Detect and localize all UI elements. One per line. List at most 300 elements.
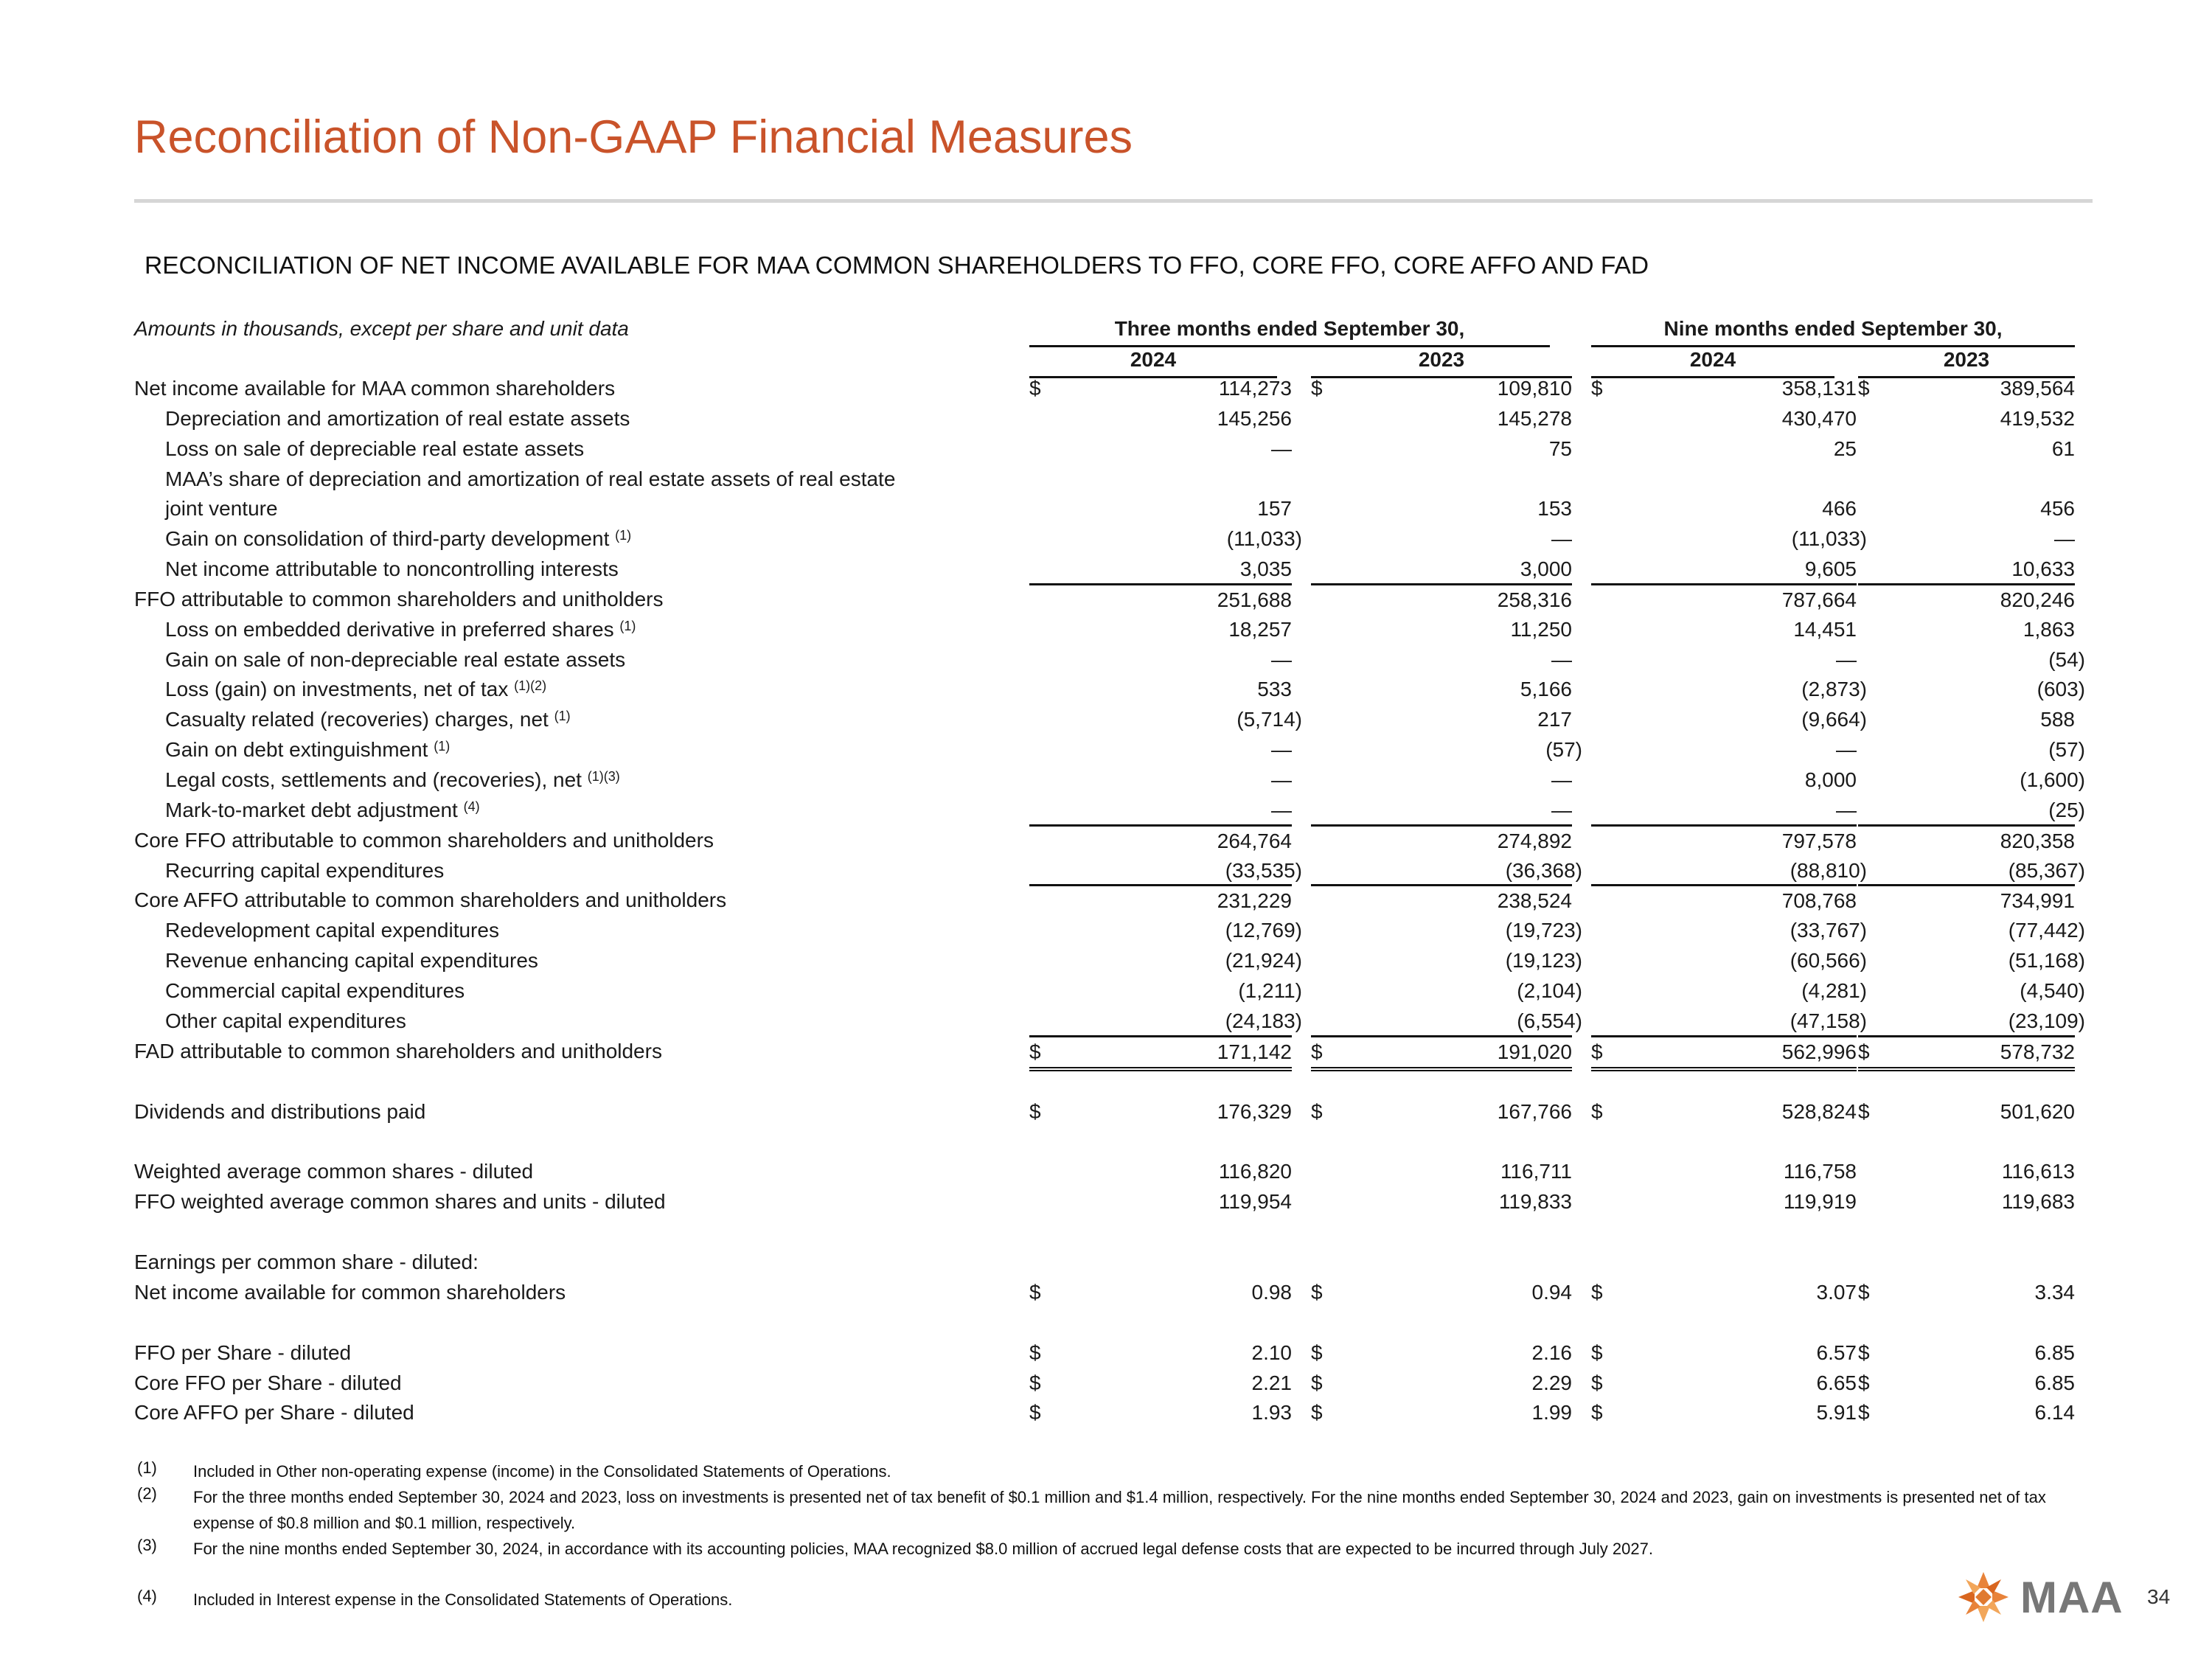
cell-value: — [2054,527,2075,550]
row-label [165,1009,406,1033]
three-months-header: Three months ended September 30, [1029,317,1550,347]
cell-value: 562,996 [1781,1040,1857,1063]
row-label-text: Core FFO per Share - diluted [134,1371,402,1394]
cell-value: (4,281) [1801,979,1867,1002]
value-cell [1858,1398,2075,1427]
currency-symbol: $ [1311,1401,1323,1424]
cell-value: 9,605 [1804,557,1857,580]
cell-value: 119,954 [1218,1190,1292,1213]
footnote-number: (3) [137,1536,157,1554]
value-cell [1858,645,2085,675]
value-cell [1858,374,2075,403]
row-label [134,1190,666,1214]
value-cell [1591,824,1857,856]
value-cell [1311,856,1582,886]
cell-value: 251,688 [1217,588,1292,611]
value-cell [1858,824,2075,856]
cell-value: (11,033) [1226,527,1302,550]
value-cell [1858,1157,2075,1186]
table-row [0,976,2212,1006]
cell-value: 3,035 [1239,557,1292,580]
currency-symbol: $ [1858,1040,1870,1063]
cell-value: 75 [1548,437,1572,460]
value-cell [1858,494,2075,524]
row-label [134,588,664,611]
cell-value: 116,758 [1783,1160,1857,1183]
cell-value: (12,769) [1225,919,1302,942]
table-row [0,1398,2212,1427]
row-label [134,1251,479,1274]
row-label-text: Core FFO attributable to common shareholders and unitholders [134,829,714,852]
table-row [0,946,2212,975]
value-cell [1591,583,1857,615]
cell-value: (6,554) [1517,1009,1582,1032]
row-label-text: Gain on sale of non-depreciable real estate assets [165,648,626,671]
value-cell [1029,583,1292,615]
currency-symbol: $ [1591,1040,1603,1063]
nine-months-header: Nine months ended September 30, [1591,317,2075,347]
footnote-ref: (1) [554,709,571,723]
row-label-text: FFO weighted average common shares and units - diluted [134,1190,666,1213]
currency-symbol: $ [1029,1341,1041,1364]
cell-value: 734,991 [2000,889,2075,912]
row-label-text: Legal costs, settlements and (recoveries), net [165,768,582,791]
cell-value: — [1551,799,1572,821]
value-cell [1311,1187,1572,1217]
value-cell [1858,524,2075,554]
cell-value: 116,820 [1218,1160,1292,1183]
row-label [134,1160,533,1183]
footnote-number: (4) [137,1587,157,1605]
cell-value: — [1836,738,1857,761]
value-cell [1029,1097,1292,1127]
table-row [0,1097,2212,1127]
value-cell [1029,916,1302,945]
row-label-text: Gain on consolidation of third-party development [165,527,610,550]
year-header: 2024 [1029,348,1277,378]
cell-value: 6.85 [2034,1341,2075,1364]
footnote-ref: (4) [463,799,480,814]
value-cell [1029,735,1292,765]
cell-value: 0.98 [1251,1281,1292,1304]
value-cell [1591,554,1857,584]
cell-value: 578,732 [2000,1040,2075,1063]
row-label-text: Mark-to-market debt adjustment [165,799,458,821]
value-cell [1858,1187,2075,1217]
row-label [134,888,726,912]
row-label-text: FFO attributable to common shareholders and unitholders [134,588,664,611]
value-cell [1311,705,1572,734]
table-row [0,856,2212,886]
cell-value: (60,566) [1790,949,1867,972]
value-cell [1311,554,1572,584]
table-row [0,1037,2212,1066]
cell-value: 1,863 [2023,618,2075,641]
cell-value: (1,211) [1238,979,1302,1002]
cell-value: 419,532 [2000,407,2075,430]
value-cell [1591,1398,1857,1427]
cell-value: 157 [1257,497,1292,520]
cell-value: 389,564 [2000,377,2075,400]
row-label-text: Net income available for common shareholders [134,1281,566,1304]
cell-value: 430,470 [1781,407,1857,430]
cell-value: (4,540) [2020,979,2085,1002]
table-row [0,554,2212,584]
value-cell [1858,796,2085,825]
value-cell [1858,1097,2075,1127]
cell-value: 2.29 [1531,1371,1572,1394]
value-cell [1029,796,1292,825]
value-cell [1311,374,1572,403]
table-row [0,765,2212,795]
cell-value: 238,524 [1497,889,1572,912]
row-label [165,708,571,731]
value-cell [1311,1278,1572,1307]
cell-value: 6.57 [1816,1341,1857,1364]
value-cell [1858,1006,2085,1036]
row-label-text: Loss on embedded derivative in preferred shares [165,618,614,641]
row-label-text: Loss on sale of depreciable real estate assets [165,437,585,460]
cell-value: 191,020 [1497,1040,1572,1063]
currency-symbol: $ [1311,1040,1323,1063]
cell-value: 456 [2040,497,2075,520]
cell-value: (47,158) [1790,1009,1867,1032]
cell-value: (25) [2048,799,2085,821]
row-label [134,1371,402,1395]
cell-value: 11,250 [1510,618,1572,641]
value-cell [1029,1187,1292,1217]
value-cell [1029,1157,1292,1186]
row-label [165,678,546,701]
row-label [165,527,631,551]
row-label [165,979,465,1003]
cell-value: (5,714) [1237,708,1302,731]
currency-symbol: $ [1311,1281,1323,1304]
footnote-ref: (1) [434,739,451,754]
value-cell [1591,675,1867,704]
row-label-text: Other capital expenditures [165,1009,406,1032]
cell-value: 153 [1537,497,1572,520]
row-label [165,467,895,491]
table-row [0,675,2212,704]
cell-value: 109,810 [1497,377,1572,400]
table-row [0,886,2212,915]
value-cell [1311,675,1572,704]
table-row [0,916,2212,945]
row-label-text: FFO per Share - diluted [134,1341,352,1364]
value-cell [1029,765,1292,795]
cell-value: 18,257 [1228,618,1292,641]
currency-symbol: $ [1591,1371,1603,1394]
value-cell [1858,1338,2075,1368]
value-cell [1029,1368,1292,1398]
footnote-number: (2) [137,1484,157,1503]
row-label [165,407,630,431]
table-row [0,1368,2212,1398]
cell-value: 3.34 [2034,1281,2075,1304]
value-cell [1858,1368,2075,1398]
value-cell [1029,705,1302,734]
value-cell [1858,946,2085,975]
value-cell [1311,735,1582,765]
value-cell [1029,494,1292,524]
value-cell [1591,404,1857,434]
cell-value: 2.21 [1251,1371,1292,1394]
table-row [0,645,2212,675]
value-cell [1311,976,1582,1006]
row-label [134,1040,662,1063]
value-cell [1029,374,1292,403]
currency-symbol: $ [1029,1371,1041,1394]
value-cell [1311,1157,1572,1186]
cell-value: (9,664) [1801,708,1867,731]
row-label [134,1100,425,1124]
cell-value: 6.65 [1816,1371,1857,1394]
value-cell [1311,1368,1572,1398]
cell-value: (77,442) [2008,919,2085,942]
value-cell [1858,705,2075,734]
cell-value: — [1551,527,1572,550]
currency-symbol: $ [1591,1281,1603,1304]
cell-value: (19,123) [1505,949,1582,972]
row-label [165,557,619,581]
currency-symbol: $ [1311,377,1323,400]
cell-value: 2.16 [1531,1341,1572,1364]
cell-value: 119,833 [1498,1190,1572,1213]
row-label-text: Loss (gain) on investments, net of tax [165,678,509,700]
cell-value: 217 [1537,708,1572,731]
value-cell [1311,524,1572,554]
currency-symbol: $ [1029,1100,1041,1123]
value-cell [1029,946,1302,975]
currency-symbol: $ [1858,1100,1870,1123]
value-cell [1591,1278,1857,1307]
cell-value: 708,768 [1781,889,1857,912]
value-cell [1591,976,1867,1006]
value-cell [1591,645,1857,675]
value-cell [1591,615,1857,644]
cell-value: — [1836,648,1857,671]
row-label [165,618,636,641]
cell-value: 171,142 [1217,1040,1292,1063]
value-cell [1858,1278,2075,1307]
value-cell [1029,884,1292,916]
currency-symbol: $ [1029,1040,1041,1063]
value-cell [1311,946,1582,975]
cell-value: 6.14 [2034,1401,2075,1424]
value-cell [1591,524,1867,554]
currency-symbol: $ [1311,1341,1323,1364]
cell-value: (24,183) [1225,1009,1302,1032]
value-cell [1029,856,1302,886]
currency-symbol: $ [1311,1100,1323,1123]
table-row [0,615,2212,644]
row-label-text: Core AFFO per Share - diluted [134,1401,414,1424]
table-row [0,374,2212,403]
cell-value: (51,168) [2008,949,2085,972]
value-cell [1591,705,1867,734]
cell-value: (2,873) [1801,678,1867,700]
currency-symbol: $ [1591,1100,1603,1123]
value-cell [1311,1035,1572,1071]
row-label [165,949,538,973]
cell-value: 14,451 [1793,618,1857,641]
cell-value: — [1836,799,1857,821]
cell-value: (85,367) [2008,859,2085,882]
cell-value: (1,600) [2020,768,2085,791]
currency-symbol: $ [1029,1401,1041,1424]
row-label-text: Dividends and distributions paid [134,1100,426,1123]
currency-symbol: $ [1029,1281,1041,1304]
table-row [0,434,2212,464]
value-cell [1029,554,1292,584]
year-header: 2024 [1591,348,1834,378]
row-label [165,648,625,672]
value-cell [1591,1035,1857,1071]
row-label [134,829,714,852]
page-number: 34 [2147,1585,2171,1608]
footnote-ref: (1)(3) [587,769,620,784]
cell-value: 358,131 [1781,377,1857,400]
value-cell [1029,675,1292,704]
value-cell [1311,645,1572,675]
cell-value: 5,166 [1520,678,1572,700]
row-label [165,919,499,942]
cell-value: 533 [1257,678,1292,700]
row-label-text: Redevelopment capital expenditures [165,919,499,942]
currency-symbol: $ [1591,377,1603,400]
cell-value: 145,278 [1497,407,1572,430]
value-cell [1858,554,2075,584]
title-divider [134,199,2093,203]
value-cell [1858,583,2075,615]
cell-value: 1.93 [1251,1401,1292,1424]
row-label-text: Gain on debt extinguishment [165,738,428,761]
table-row [0,524,2212,554]
cell-value: (36,368) [1505,859,1582,882]
row-label-text: MAA’s share of depreciation and amortization of real estate assets of real estate [165,467,896,490]
currency-symbol: $ [1858,377,1870,400]
value-cell [1858,434,2075,464]
footnote-text: Included in Interest expense in the Consolidated Statements of Operations. [193,1590,733,1609]
cell-value: — [1551,768,1572,791]
table-row [0,1338,2212,1368]
row-label-text: joint venture [165,497,278,520]
value-cell [1311,1006,1582,1036]
table-row [0,796,2212,825]
value-cell [1591,856,1867,886]
value-cell [1858,404,2075,434]
cell-value: (11,033) [1791,527,1867,550]
cell-value: 116,613 [2001,1160,2075,1183]
value-cell [1029,434,1292,464]
value-cell [1311,583,1572,615]
cell-value: 145,256 [1217,407,1292,430]
currency-symbol: $ [1858,1371,1870,1394]
table-row [0,826,2212,855]
value-cell [1311,494,1572,524]
value-cell [1029,1278,1292,1307]
row-label-text: Net income available for MAA common shareholders [134,377,616,400]
cell-value: (33,767) [1790,919,1867,942]
cell-value: 3,000 [1520,557,1572,580]
row-label [134,1341,351,1365]
table-row [0,1187,2212,1217]
table-row [0,705,2212,734]
cell-value: 787,664 [1781,588,1857,611]
value-cell [1311,765,1572,795]
value-cell [1029,615,1292,644]
value-cell [1591,1338,1857,1368]
row-label [165,738,450,762]
value-cell [1858,856,2085,886]
value-cell [1029,976,1302,1006]
value-cell [1591,765,1857,795]
currency-symbol: $ [1858,1341,1870,1364]
value-cell [1858,884,2075,916]
value-cell [1858,615,2075,644]
row-label [165,497,278,521]
value-cell [1029,824,1292,856]
value-cell [1311,1097,1572,1127]
table-row [0,1006,2212,1036]
cell-value: 231,229 [1217,889,1292,912]
cell-value: 264,764 [1217,830,1292,852]
cell-value: 797,578 [1781,830,1857,852]
row-label [165,859,444,883]
row-label [134,1401,414,1425]
footnote-ref: (1) [619,619,636,633]
currency-symbol: $ [1311,1371,1323,1394]
maa-star-icon [1954,1569,2013,1625]
value-cell [1591,494,1857,524]
footnote-ref: (1)(2) [514,678,547,693]
cell-value: (23,109) [2008,1009,2085,1032]
table-row [0,585,2212,614]
cell-value: (88,810) [1790,859,1867,882]
currency-symbol: $ [1858,1401,1870,1424]
table-row [0,1248,2212,1277]
cell-value: 10,633 [2011,557,2075,580]
value-cell [1591,884,1857,916]
cell-value: — [1271,738,1292,761]
row-label-text: FAD attributable to common shareholders and unitholders [134,1040,662,1062]
value-cell [1591,796,1857,825]
cell-value: (19,723) [1505,919,1582,942]
value-cell [1029,1035,1292,1071]
value-cell [1858,1035,2075,1071]
cell-value: 820,358 [2000,830,2075,852]
cell-value: — [1551,648,1572,671]
value-cell [1311,615,1572,644]
row-label-text: Core AFFO attributable to common shareholders and unitholders [134,888,727,911]
currency-symbol: $ [1858,1281,1870,1304]
cell-value: — [1271,648,1292,671]
currency-symbol: $ [1591,1401,1603,1424]
cell-value: — [1271,768,1292,791]
cell-value: (2,104) [1517,979,1582,1002]
value-cell [1311,824,1572,856]
value-cell [1029,645,1292,675]
table-subtitle: RECONCILIATION OF NET INCOME AVAILABLE FOR MAA COMMON SHAREHOLDERS TO FFO, CORE FFO, CORE AFFO AND FAD [145,252,1649,279]
cell-value: 0.94 [1531,1281,1572,1304]
row-label [134,1281,566,1304]
cell-value: 501,620 [2000,1100,2075,1123]
cell-value: 258,316 [1497,588,1572,611]
value-cell [1858,675,2085,704]
row-label [134,377,615,400]
footnote-number: (1) [137,1458,157,1477]
